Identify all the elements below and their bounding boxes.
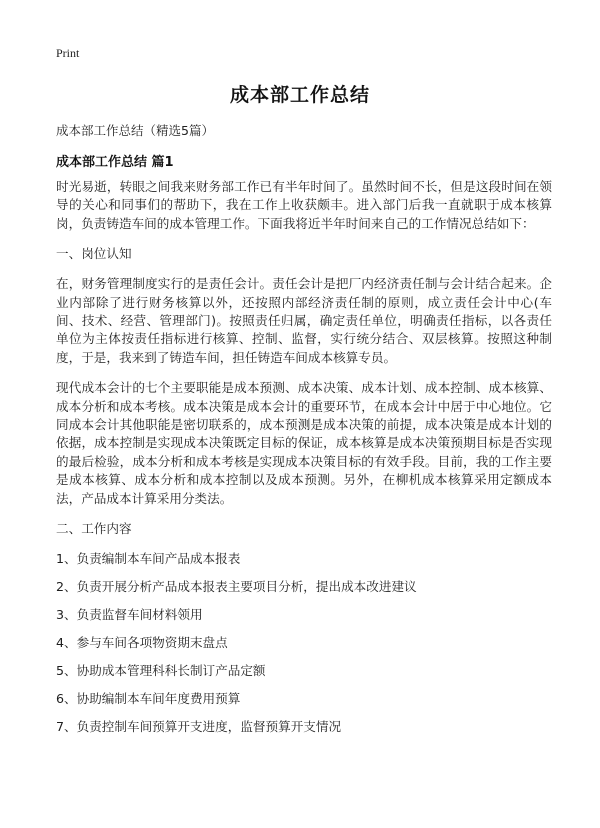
list-item: 1、负责编制本车间产品成本报表 (56, 551, 241, 567)
intro-paragraph: 时光易逝，转眼之间我来财务部工作已有半年时间了。虽然时间不长，但是这段时间在领导的关心和同事们的帮助下，我在工作上收获颇丰。进入部门后我一直就职于成本核算岗，负责铸造车间的成本管理工作。下面我将近半年时间来自己的工作情况总结如下： (56, 179, 552, 231)
paragraph-responsibility-accounting: 在，财务管理制度实行的是责任会计。责任会计是把厂内经济责任制与会计结合起来。企业内部除了进行财务核算以外，还按照内部经济责任制的原则，成立责任会计中心(车间、技术、经营、管理部门)。按照责任归属，确定责任单位，明确责任指标，以各责任单位为主体按责任指标进行核算、控制、监督，实行统分结合、双层核算。按照这种制度，于是，我来到了铸造车间，担任铸造车间成本核算专员。 (56, 276, 552, 365)
section-heading: 成本部工作总结 篇1 (56, 155, 174, 170)
print-link[interactable]: Print (56, 46, 80, 60)
heading-position-cognition: 一、岗位认知 (56, 246, 132, 262)
paragraph-cost-accounting-functions: 现代成本会计的七个主要职能是成本预测、成本决策、成本计划、成本控制、成本核算、成本分析和成本考核。成本决策是成本会计的重要环节，在成本会计中居于中心地位。它同成本会计其他职能是密切联系的，成本预测是成本决策的前提，成本决策是成本计划的依据，成本控制是实现成本决策既定目标的保证，成本核算是成本决策预期目标是否实现的最后检验，成本分析和成本考核是实现成本决策目标的有效手段。目前，我的工作主要是成本核算、成本分析和成本控制以及成本预测。另外，在柳机成本核算采用定额成本法，产品成本计算采用分类法。 (56, 380, 552, 506)
list-item: 3、负责监督车间材料领用 (56, 607, 203, 623)
page-title: 成本部工作总结 (229, 84, 370, 106)
heading-work-content: 二、工作内容 (56, 521, 132, 537)
work-items-list (56, 550, 552, 736)
list-item: 6、协助编制本车间年度费用预算 (56, 691, 241, 707)
list-item: 4、参与车间各项物资期末盘点 (56, 635, 228, 651)
list-item: 7、负责控制车间预算开支进度，监督预算开支情况 (56, 719, 342, 735)
document-body (56, 178, 552, 746)
list-item: 5、协助成本管理科科长制订产品定额 (56, 663, 266, 679)
document-subtitle: 成本部工作总结（精选5篇） (56, 123, 214, 138)
list-item: 2、负责开展分析产品成本报表主要项目分析，提出成本改进建议 (56, 579, 417, 595)
